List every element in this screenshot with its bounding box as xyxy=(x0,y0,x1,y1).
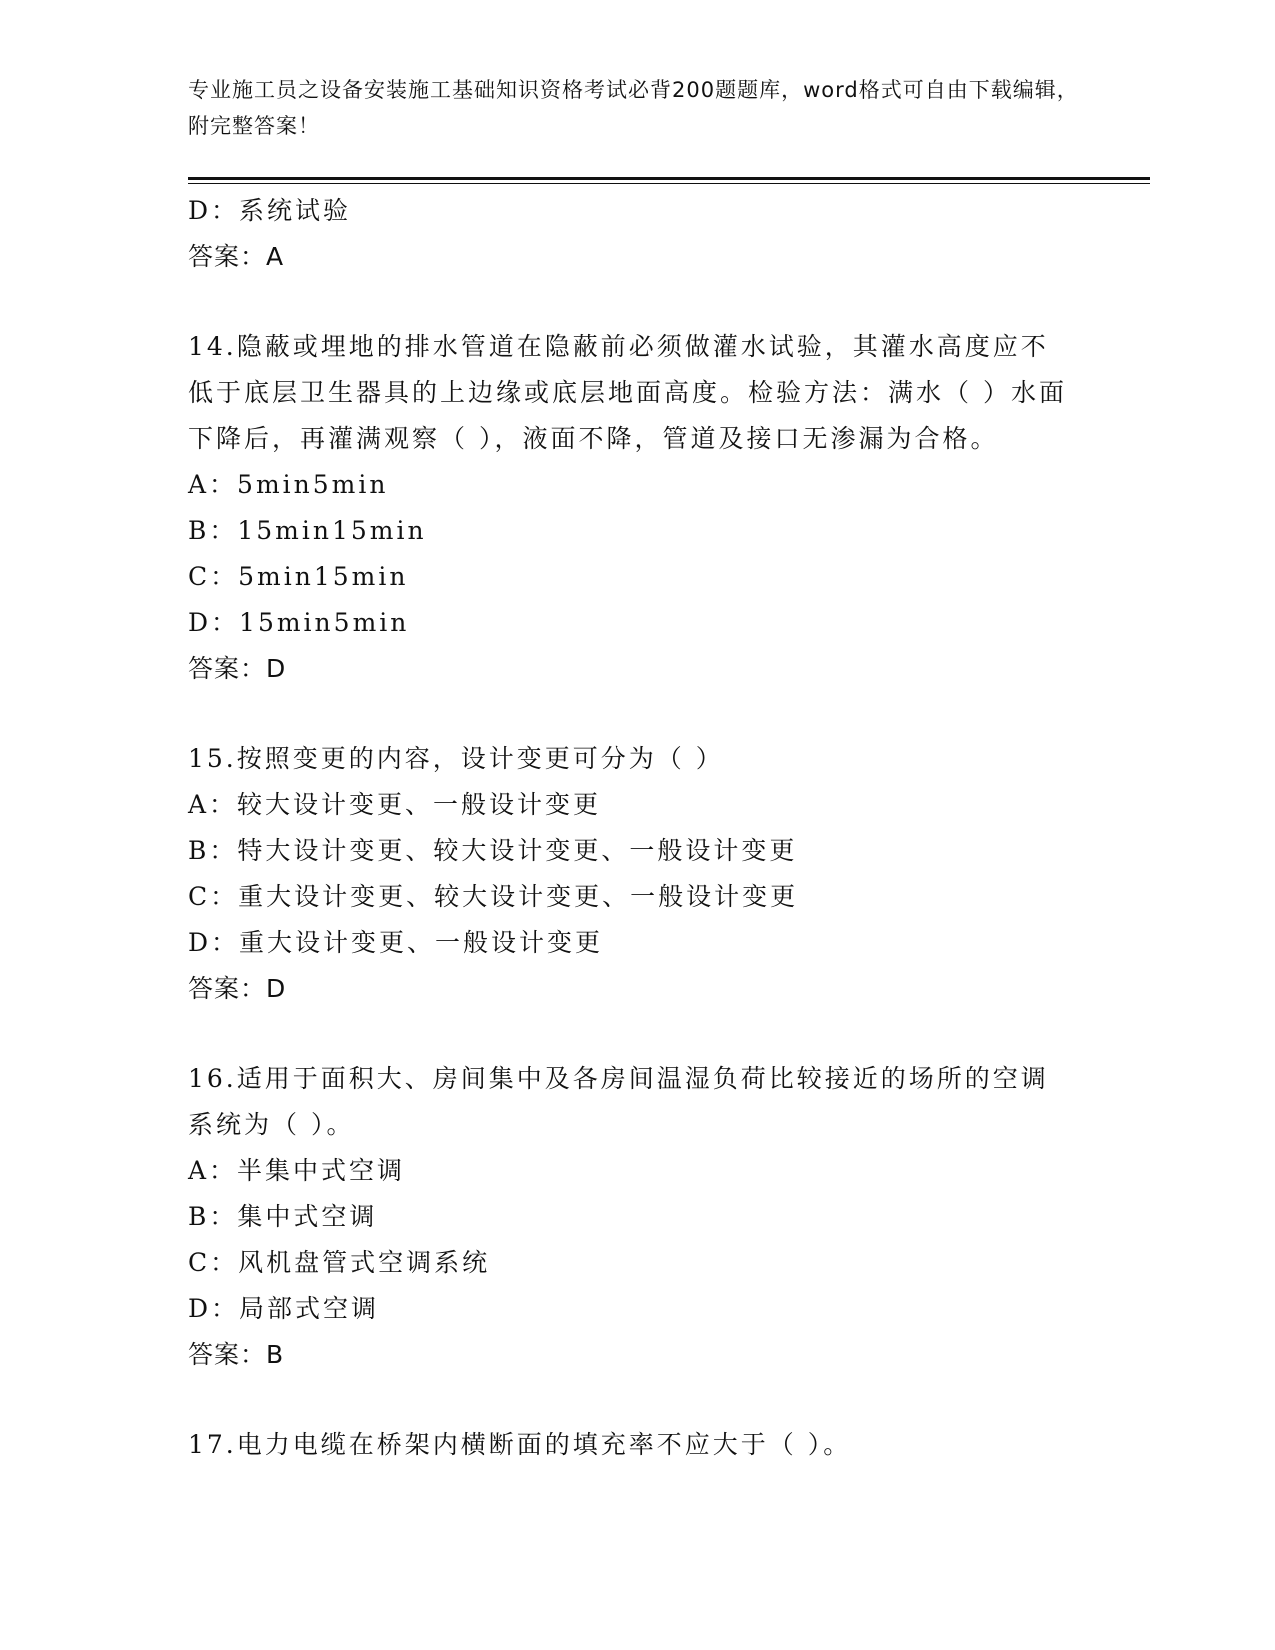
question-content xyxy=(188,188,1088,1468)
answer-line: 答案：D xyxy=(188,974,287,1003)
option-d: D：15min5min xyxy=(188,608,410,637)
header-divider-thin xyxy=(188,183,1150,184)
option-d: D：系统试验 xyxy=(188,196,352,225)
option-b: B：集中式空调 xyxy=(188,1202,378,1231)
option-c: C：重大设计变更、较大设计变更、一般设计变更 xyxy=(188,882,799,911)
option-c: C：5min15min xyxy=(188,562,409,591)
question-block-16 xyxy=(188,1056,1088,1378)
answer-line: 答案：B xyxy=(188,1340,285,1369)
option-b: B：特大设计变更、较大设计变更、一般设计变更 xyxy=(188,836,798,865)
option-d: D：局部式空调 xyxy=(188,1294,380,1323)
header-divider-thick xyxy=(188,177,1150,180)
question-block-13 xyxy=(188,188,1088,280)
question-stem: 16.适用于面积大、房间集中及各房间温湿负荷比较接近的场所的空调系统为（ ）。 xyxy=(188,1064,1049,1139)
option-a: A：半集中式空调 xyxy=(188,1156,406,1185)
option-b: B：15min15min xyxy=(188,516,427,545)
answer-line: 答案：D xyxy=(188,654,287,683)
question-stem: 14.隐蔽或埋地的排水管道在隐蔽前必须做灌水试验，其灌水高度应不低于底层卫生器具的上边缘或底层地面高度。检验方法：满水（ ）水面下降后，再灌满观察（ ），液面不降，管道及接口无渗漏为合格。 xyxy=(188,332,1067,453)
option-a: A：5min5min xyxy=(188,470,389,499)
question-block-17 xyxy=(188,1422,1088,1468)
option-d: D：重大设计变更、一般设计变更 xyxy=(188,928,604,957)
option-a: A：较大设计变更、一般设计变更 xyxy=(188,790,602,819)
question-block-14 xyxy=(188,324,1088,692)
document-header: 专业施工员之设备安装施工基础知识资格考试必背200题题库，word格式可自由下载编辑，附完整答案！ xyxy=(188,78,1079,138)
question-block-15 xyxy=(188,736,1088,1012)
question-stem: 15.按照变更的内容，设计变更可分为（ ） xyxy=(188,744,724,773)
option-c: C：风机盘管式空调系统 xyxy=(188,1248,491,1277)
question-stem: 17.电力电缆在桥架内横断面的填充率不应大于（ ）。 xyxy=(188,1430,852,1459)
answer-line: 答案：A xyxy=(188,242,285,271)
